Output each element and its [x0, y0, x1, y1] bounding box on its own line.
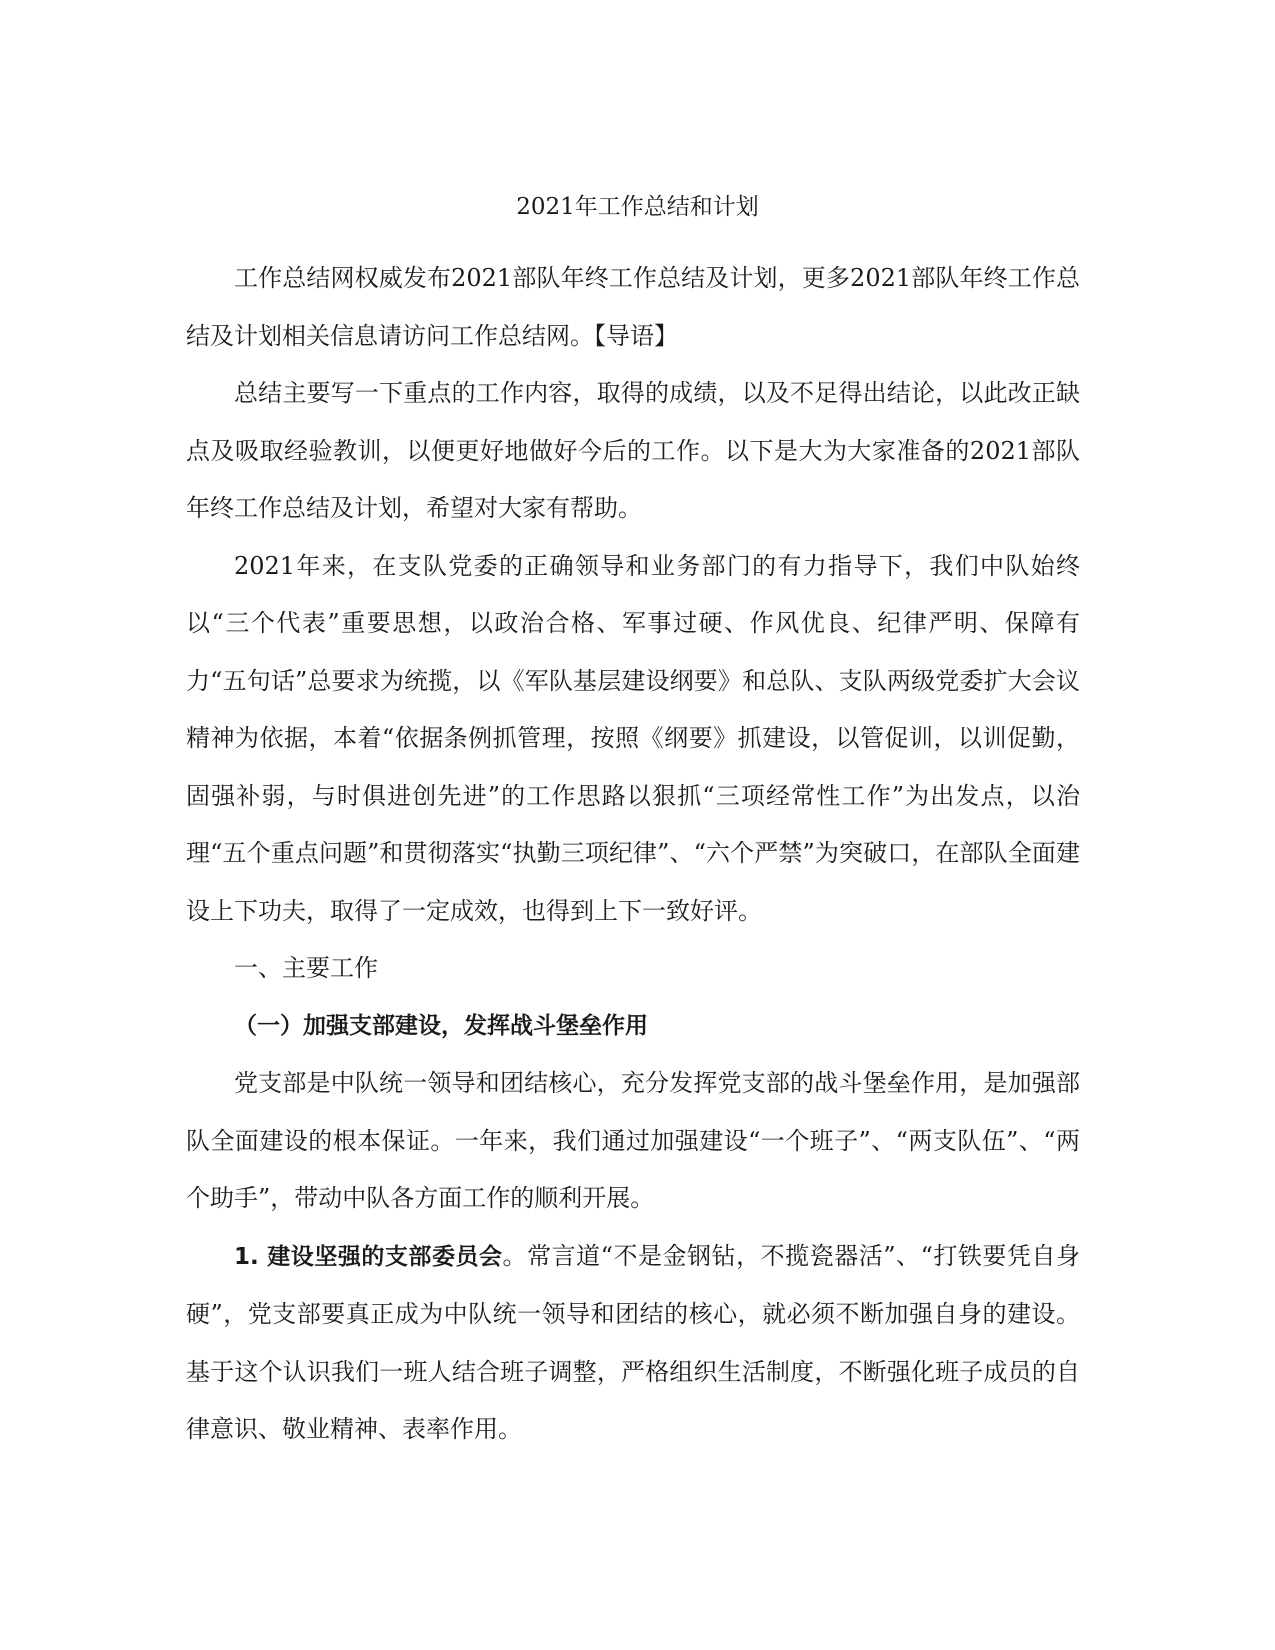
subsection-heading: （一）加强支部建设，发挥战斗堡垒作用	[234, 1012, 648, 1039]
section-heading: 一、主要工作	[234, 954, 378, 982]
committee-lead: 1. 建设坚强的支部委员会	[234, 1243, 503, 1270]
document-title: 2021年工作总结和计划	[516, 194, 759, 220]
document-body	[186, 250, 1080, 1459]
party-branch-paragraph: 党支部是中队统一领导和团结核心，充分发挥党支部的战斗堡垒作用，是加强部队全面建设的根本保证。一年来，我们通过加强建设“一个班子”、“两支队伍”、“两个助手”，带动中队各方面工作的顺利开展。	[186, 1069, 1080, 1212]
committee-paragraph	[186, 1228, 1080, 1459]
intro-paragraph: 工作总结网权威发布2021部队年终工作总结及计划，更多2021部队年终工作总结及计划相关信息请访问工作总结网。【导语】	[186, 264, 1080, 350]
summary-paragraph: 总结主要写一下重点的工作内容，取得的成绩，以及不足得出结论，以此改正缺点及吸取经验教训，以便更好地做好今后的工作。以下是大为大家准备的2021部队年终工作总结及计划，希望对大家有帮助。	[186, 379, 1080, 522]
overview-paragraph: 2021年来，在支队党委的正确领导和业务部门的有力指导下，我们中队始终以“三个代表”重要思想，以政治合格、军事过硬、作风优良、纪律严明、保障有力“五句话”总要求为统揽，以《军队基层建设纲要》和总队、支队两级党委扩大会议精神为依据，本着“依据条例抓管理，按照《纲要》抓建设，以管促训，以训促勤，固强补弱，与时俱进创先进”的工作思路以狠抓“三项经常性工作”为出发点，以治理“五个重点问题”和贯彻落实“执勤三项纪律”、“六个严禁”为突破口，在部队全面建设上下功夫，取得了一定成效，也得到上下一致好评。	[186, 551, 1080, 925]
committee-text: 。常言道“不是金钢钻，不揽瓷器活”、“打铁要凭自身硬”，党支部要真正成为中队统一领导和团结的核心，就必须不断加强自身的建设。基于这个认识我们一班人结合班子调整，严格组织生活制度，不断强化班子成员的自律意识、敬业精神、表率作用。	[186, 1241, 1080, 1443]
